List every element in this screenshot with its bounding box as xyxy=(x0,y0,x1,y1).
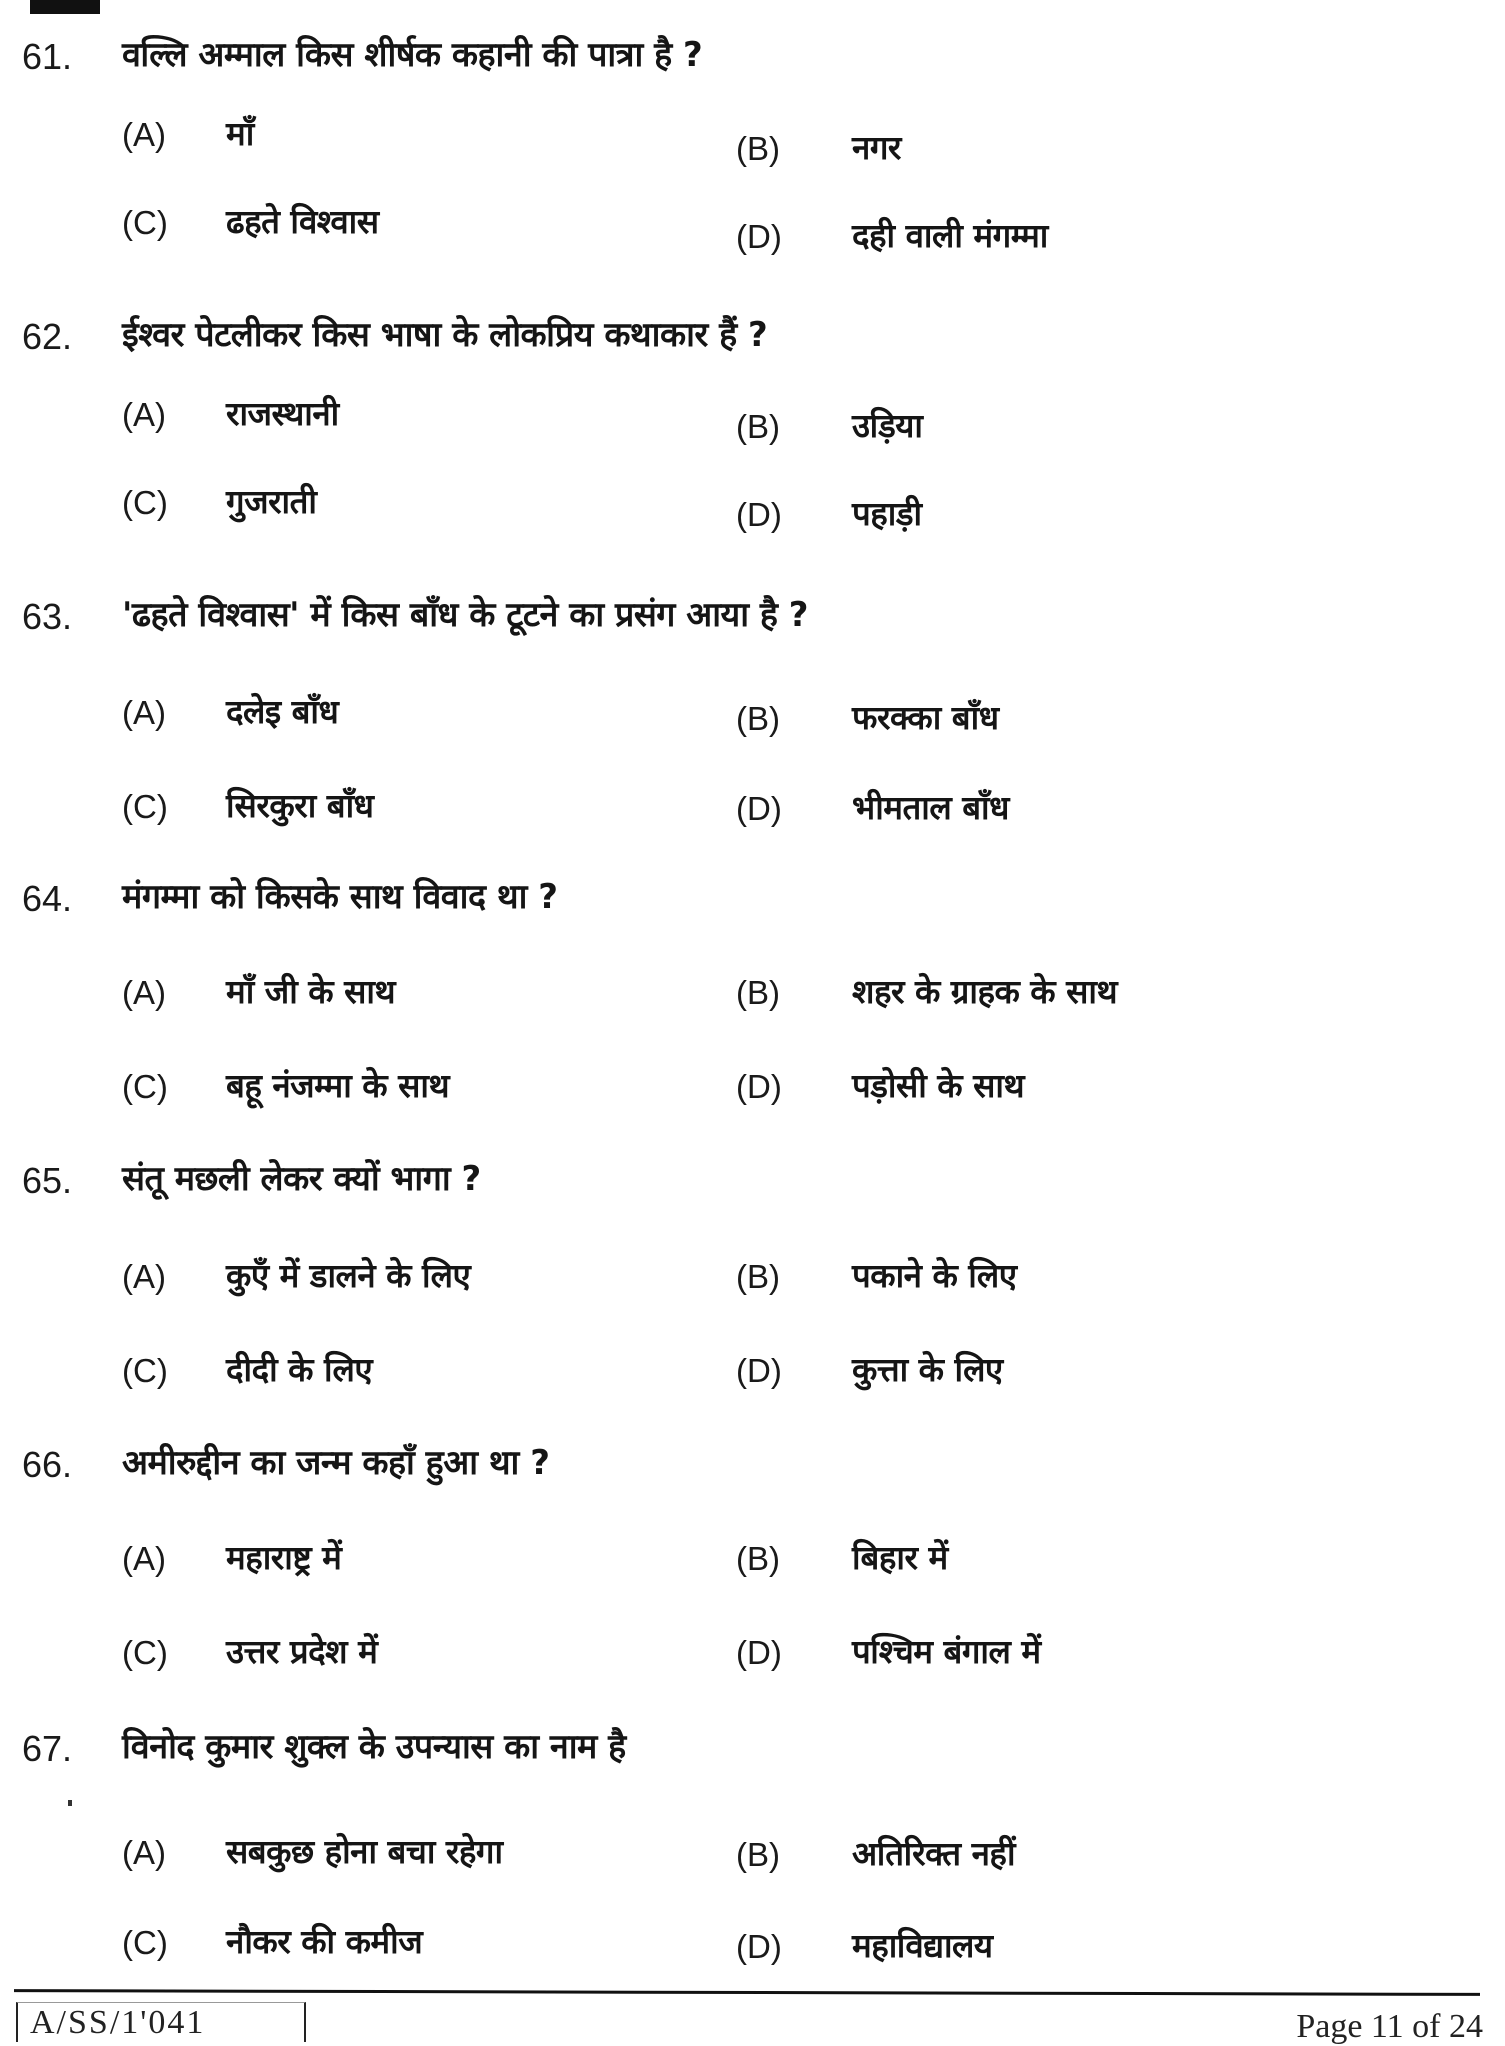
question-text: ईश्वर पेटलीकर किस भाषा के लोकप्रिय कथाकार हैं ? xyxy=(122,315,768,355)
option-text: गुजराती xyxy=(226,482,317,521)
question-number: 61. xyxy=(22,36,73,77)
question-text: मंगम्मा को किसके साथ विवाद था ? xyxy=(122,877,558,917)
option-text: कुएँ में डालने के लिए xyxy=(226,1256,471,1295)
option-text: महाविद्यालय xyxy=(852,1926,993,1965)
option-text: दलेइ बाँध xyxy=(226,692,339,731)
option-text: महाराष्ट्र में xyxy=(226,1538,342,1577)
option-letter: (B) xyxy=(736,1540,780,1577)
question-number: 67. xyxy=(22,1728,73,1769)
paper-code: A/SS/1'041 xyxy=(16,2002,306,2042)
option-letter: (B) xyxy=(736,1836,780,1873)
question-number: 66. xyxy=(22,1444,73,1485)
option-letter: (B) xyxy=(736,1258,780,1295)
option-text: दीदी के लिए xyxy=(226,1350,373,1389)
option-letter: (D) xyxy=(736,1928,782,1965)
option-letter: (A) xyxy=(122,974,166,1011)
option-text: फरक्का बाँध xyxy=(852,698,999,737)
page-number: Page 11 of 24 xyxy=(1296,2008,1483,2045)
question-number: 62. xyxy=(22,316,73,357)
option-letter: (C) xyxy=(122,204,168,241)
question-text: विनोद कुमार शुक्ल के उपन्यास का नाम है xyxy=(122,1727,626,1767)
option-letter: (D) xyxy=(736,218,782,255)
option-letter: (D) xyxy=(736,790,782,827)
option-text: माँ xyxy=(226,114,254,153)
option-letter: (A) xyxy=(122,1258,166,1295)
corner-registration-mark xyxy=(30,0,100,14)
option-text: पकाने के लिए xyxy=(852,1256,1017,1295)
option-letter: (C) xyxy=(122,1924,168,1961)
option-text: उड़िया xyxy=(852,406,923,445)
option-text: बिहार में xyxy=(852,1538,948,1577)
option-letter: (D) xyxy=(736,1634,782,1671)
option-letter: (C) xyxy=(122,1068,168,1105)
option-letter: (B) xyxy=(736,974,780,1011)
option-text: पहाड़ी xyxy=(852,494,922,533)
question-text: 'ढहते विश्वास' में किस बाँध के टूटने का प्रसंग आया है ? xyxy=(122,595,809,635)
option-text: ढहते विश्वास xyxy=(226,202,379,241)
stray-mark xyxy=(68,1800,72,1806)
option-text: उत्तर प्रदेश में xyxy=(226,1632,378,1671)
option-text: नगर xyxy=(852,128,901,167)
option-text: माँ जी के साथ xyxy=(226,972,396,1011)
option-letter: (D) xyxy=(736,496,782,533)
option-text: पड़ोसी के साथ xyxy=(852,1066,1025,1105)
option-letter: (A) xyxy=(122,1540,166,1577)
option-text: सबकुछ होना बचा रहेगा xyxy=(226,1832,503,1871)
option-text: कुत्ता के लिए xyxy=(852,1350,1003,1389)
option-letter: (C) xyxy=(122,788,168,825)
question-number: 64. xyxy=(22,878,73,919)
question-text: संतू मछली लेकर क्यों भागा ? xyxy=(122,1159,481,1199)
option-text: पश्चिम बंगाल में xyxy=(852,1632,1041,1671)
option-letter: (D) xyxy=(736,1352,782,1389)
question-number: 65. xyxy=(22,1160,73,1201)
option-letter: (B) xyxy=(736,130,780,167)
option-letter: (C) xyxy=(122,1634,168,1671)
option-text: भीमताल बाँध xyxy=(852,788,1009,827)
question-text: वल्लि अम्माल किस शीर्षक कहानी की पात्रा है ? xyxy=(122,35,703,75)
option-letter: (C) xyxy=(122,484,168,521)
option-text: नौकर की कमीज xyxy=(226,1922,423,1961)
option-letter: (B) xyxy=(736,408,780,445)
question-text: अमीरुद्दीन का जन्म कहाँ हुआ था ? xyxy=(122,1443,550,1483)
option-text: दही वाली मंगम्मा xyxy=(852,216,1048,255)
footer-divider xyxy=(14,1989,1480,1996)
option-text: सिरकुरा बाँध xyxy=(226,786,374,825)
option-letter: (A) xyxy=(122,1834,166,1871)
option-text: बहू नंजम्मा के साथ xyxy=(226,1066,450,1105)
option-text: राजस्थानी xyxy=(226,394,339,433)
option-text: अतिरिक्त नहीं xyxy=(852,1834,1015,1873)
option-letter: (A) xyxy=(122,396,166,433)
option-letter: (A) xyxy=(122,116,166,153)
option-letter: (C) xyxy=(122,1352,168,1389)
option-letter: (A) xyxy=(122,694,166,731)
question-number: 63. xyxy=(22,596,73,637)
option-letter: (D) xyxy=(736,1068,782,1105)
option-letter: (B) xyxy=(736,700,780,737)
option-text: शहर के ग्राहक के साथ xyxy=(852,972,1118,1011)
